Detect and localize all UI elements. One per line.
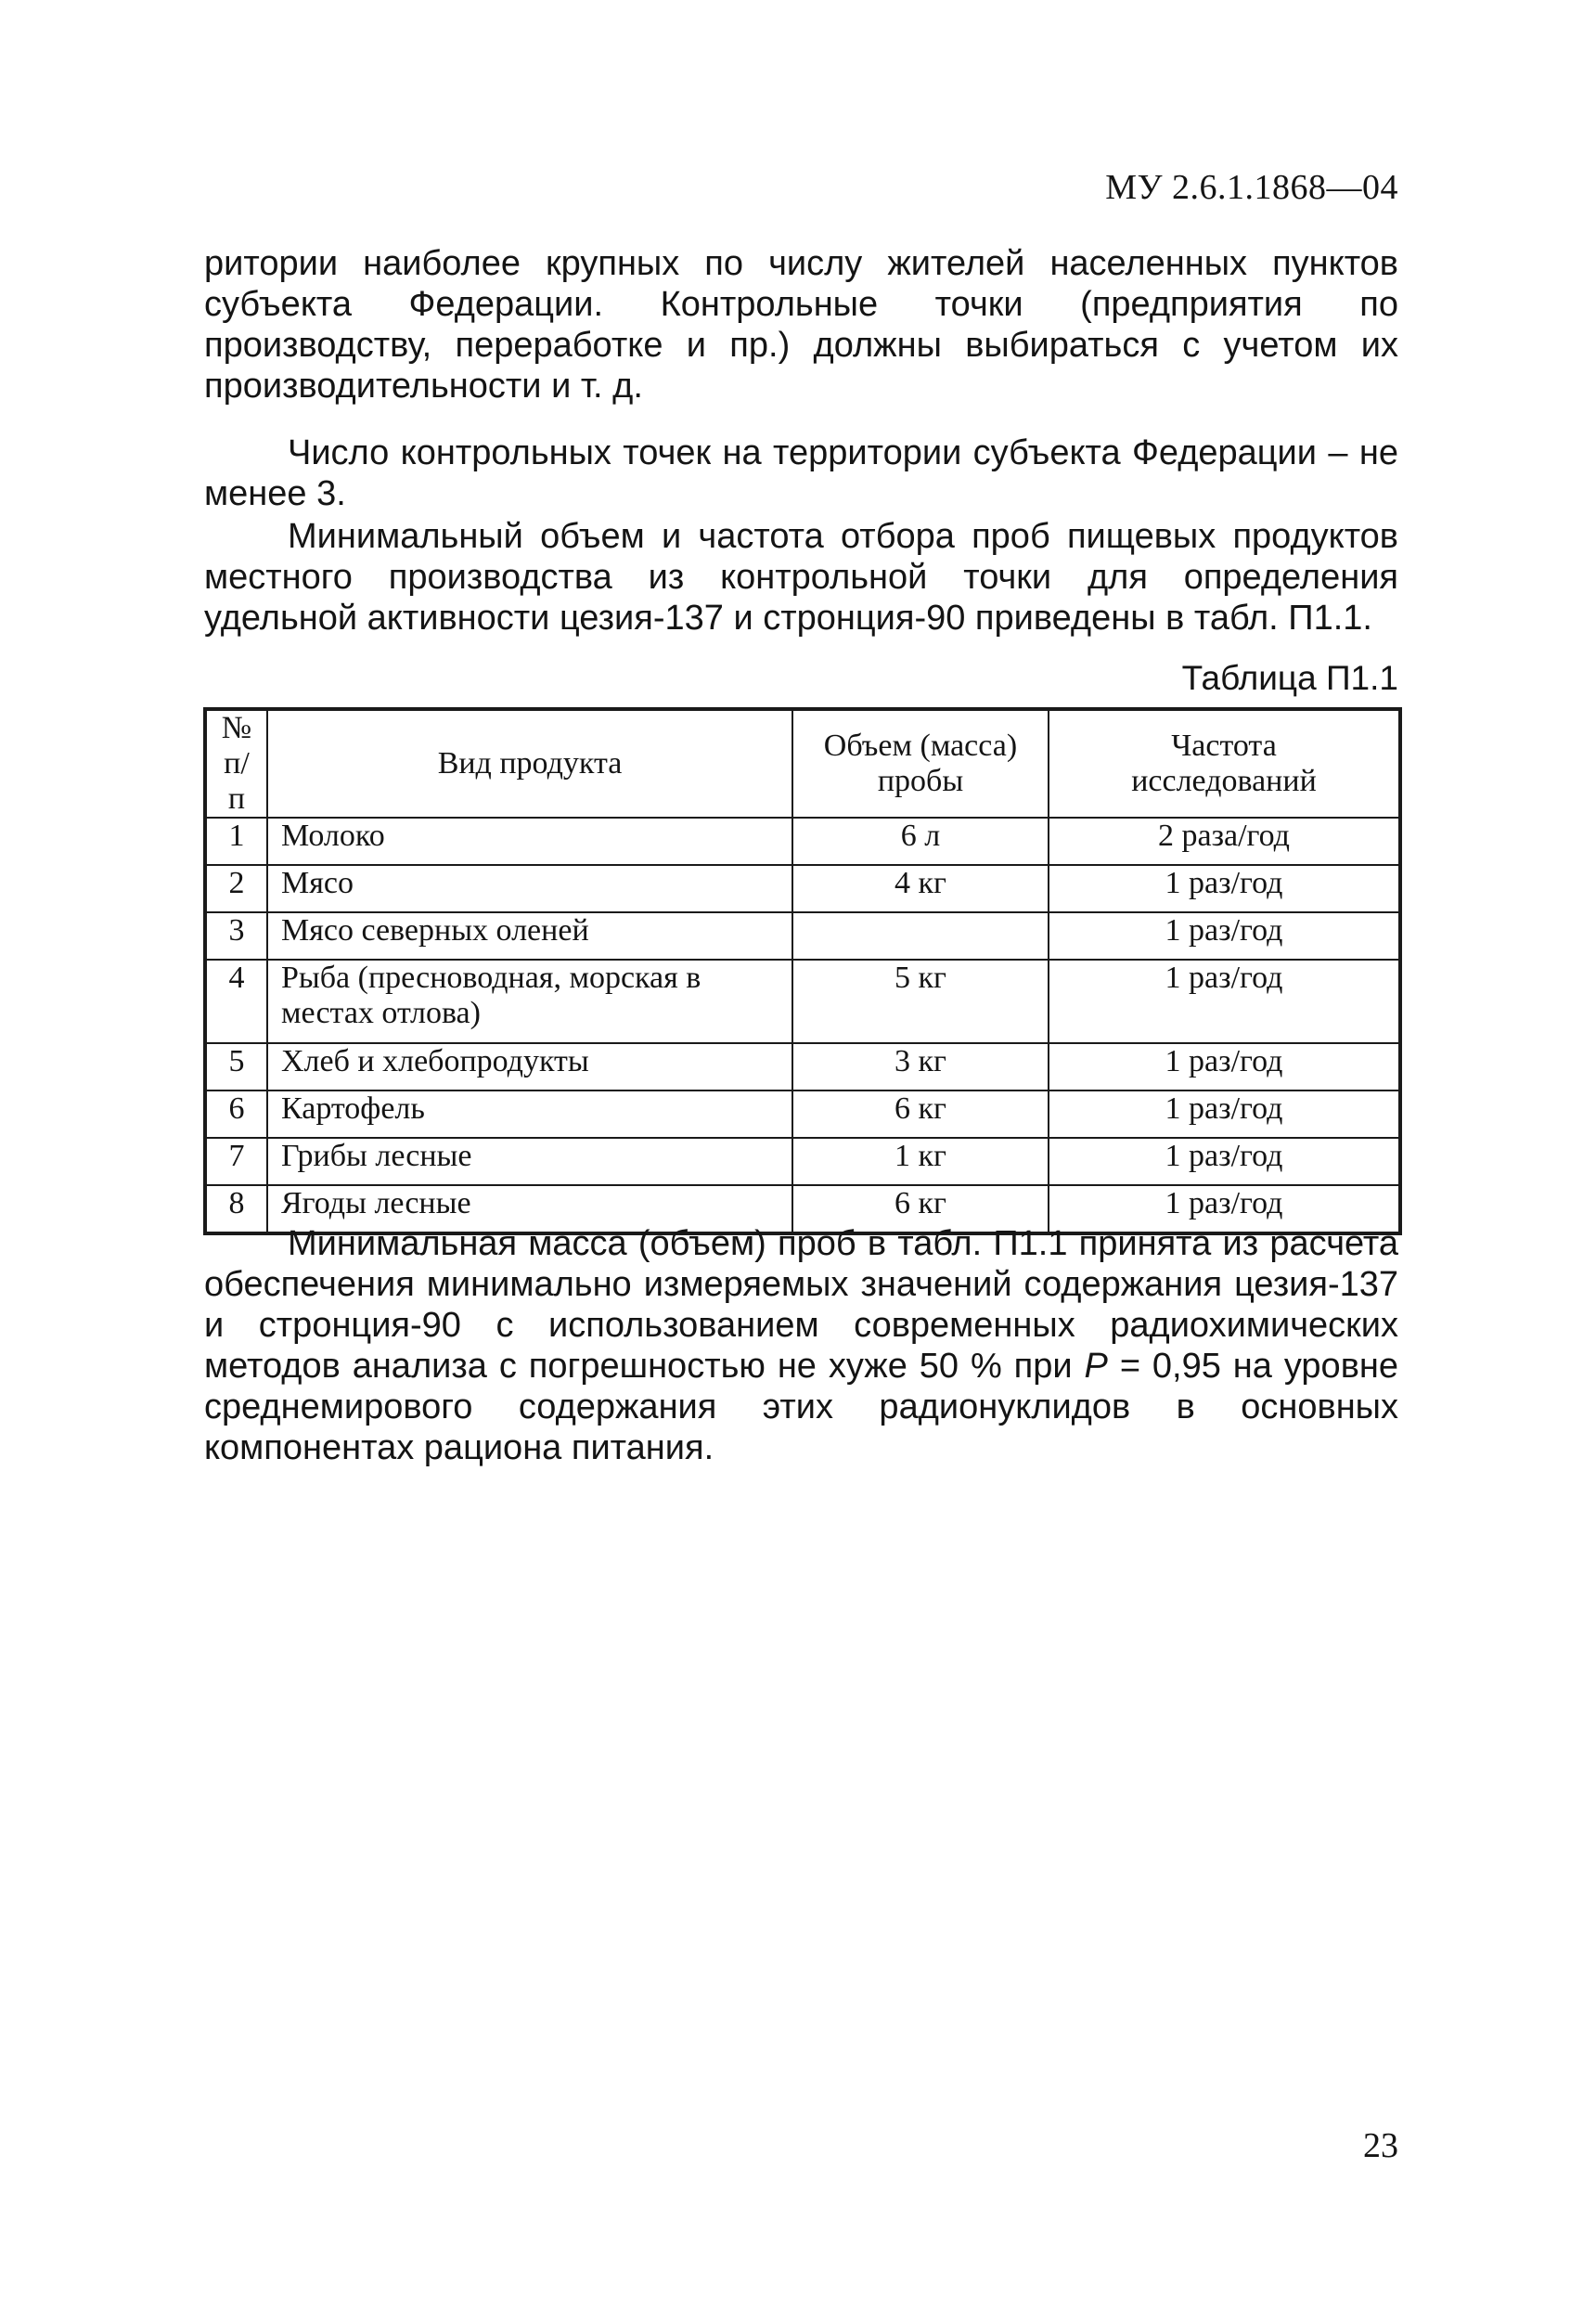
cell-num: 4 xyxy=(205,960,267,1043)
sampling-table xyxy=(203,707,1402,1235)
paragraph-control-points xyxy=(204,432,1398,514)
table-header-row xyxy=(205,709,1400,818)
paragraph-min-mass xyxy=(204,1223,1398,1468)
paragraph-text: Минимальный объем и частота отбора проб пищевых продуктов местного производства из контрольной точки для определения удельной активности цезия-137 и стронция-90 приведены в табл. П1.1. xyxy=(204,517,1398,638)
cell-product: Молоко xyxy=(267,818,792,865)
paragraph-continuation xyxy=(204,243,1398,407)
paragraph-sampling xyxy=(204,516,1398,639)
table-row xyxy=(205,1043,1400,1090)
cell-num: 1 xyxy=(205,818,267,865)
table-row xyxy=(205,1090,1400,1138)
cell-frequency: 1 раз/год xyxy=(1049,912,1400,960)
cell-frequency: 1 раз/год xyxy=(1049,1043,1400,1090)
cell-volume: 6 кг xyxy=(792,1185,1049,1233)
header-volume: Объем (масса) пробы xyxy=(792,709,1049,818)
cell-product: Хлеб и хлебопродукты xyxy=(267,1043,792,1090)
table-row xyxy=(205,818,1400,865)
header-product: Вид продукта xyxy=(267,709,792,818)
cell-frequency: 1 раз/год xyxy=(1049,1185,1400,1233)
cell-volume xyxy=(792,912,1049,960)
cell-volume: 4 кг xyxy=(792,865,1049,912)
variable-p: P xyxy=(1084,1347,1108,1386)
table-row xyxy=(205,1138,1400,1185)
table-row xyxy=(205,912,1400,960)
paragraph-text: ритории наиболее крупных по числу жителей населенных пунктов субъекта Федерации. Контрольные точки (предприятия по производству, переработке и пр.) должны выбираться с учетом их производительности и т. д. xyxy=(204,244,1398,406)
cell-num: 2 xyxy=(205,865,267,912)
table-row xyxy=(205,960,1400,1043)
cell-frequency: 1 раз/год xyxy=(1049,1090,1400,1138)
cell-num: 6 xyxy=(205,1090,267,1138)
cell-num: 3 xyxy=(205,912,267,960)
cell-volume: 5 кг xyxy=(792,960,1049,1043)
paragraph-text: Число контрольных точек на территории субъекта Федерации – не менее 3. xyxy=(204,433,1398,513)
cell-volume: 6 л xyxy=(792,818,1049,865)
cell-product: Ягоды лесные xyxy=(267,1185,792,1233)
cell-num: 7 xyxy=(205,1138,267,1185)
cell-volume: 1 кг xyxy=(792,1138,1049,1185)
header-frequency: Частота исследований xyxy=(1049,709,1400,818)
cell-num: 5 xyxy=(205,1043,267,1090)
document-code: МУ 2.6.1.1868—04 xyxy=(1105,168,1398,207)
paragraph-text-after: = 0,95 на уровне среднемирового содержания этих радионуклидов в основных компонентах рациона питания. xyxy=(204,1347,1398,1467)
header-num: № п/п xyxy=(205,709,267,818)
cell-product: Рыба (пресноводная, морская в местах отлова) xyxy=(267,960,792,1043)
cell-product: Грибы лесные xyxy=(267,1138,792,1185)
table-row xyxy=(205,865,1400,912)
cell-frequency: 1 раз/год xyxy=(1049,1138,1400,1185)
cell-num: 8 xyxy=(205,1185,267,1233)
paragraph-text-before: Минимальная масса (объем) проб в табл. П1.1 принята из расчета обеспечения минимально измеряемых значений содержания цезия-137 и стронция-90 с использованием современных радиохимических методов анализа с погрешностью не хуже 50 % при xyxy=(204,1224,1398,1386)
cell-product: Картофель xyxy=(267,1090,792,1138)
page-number: 23 xyxy=(1363,2126,1398,2165)
cell-frequency: 1 раз/год xyxy=(1049,865,1400,912)
cell-volume: 3 кг xyxy=(792,1043,1049,1090)
cell-product: Мясо xyxy=(267,865,792,912)
cell-frequency: 2 раза/год xyxy=(1049,818,1400,865)
cell-frequency: 1 раз/год xyxy=(1049,960,1400,1043)
table-caption: Таблица П1.1 xyxy=(1181,659,1398,697)
cell-product: Мясо северных оленей xyxy=(267,912,792,960)
cell-volume: 6 кг xyxy=(792,1090,1049,1138)
